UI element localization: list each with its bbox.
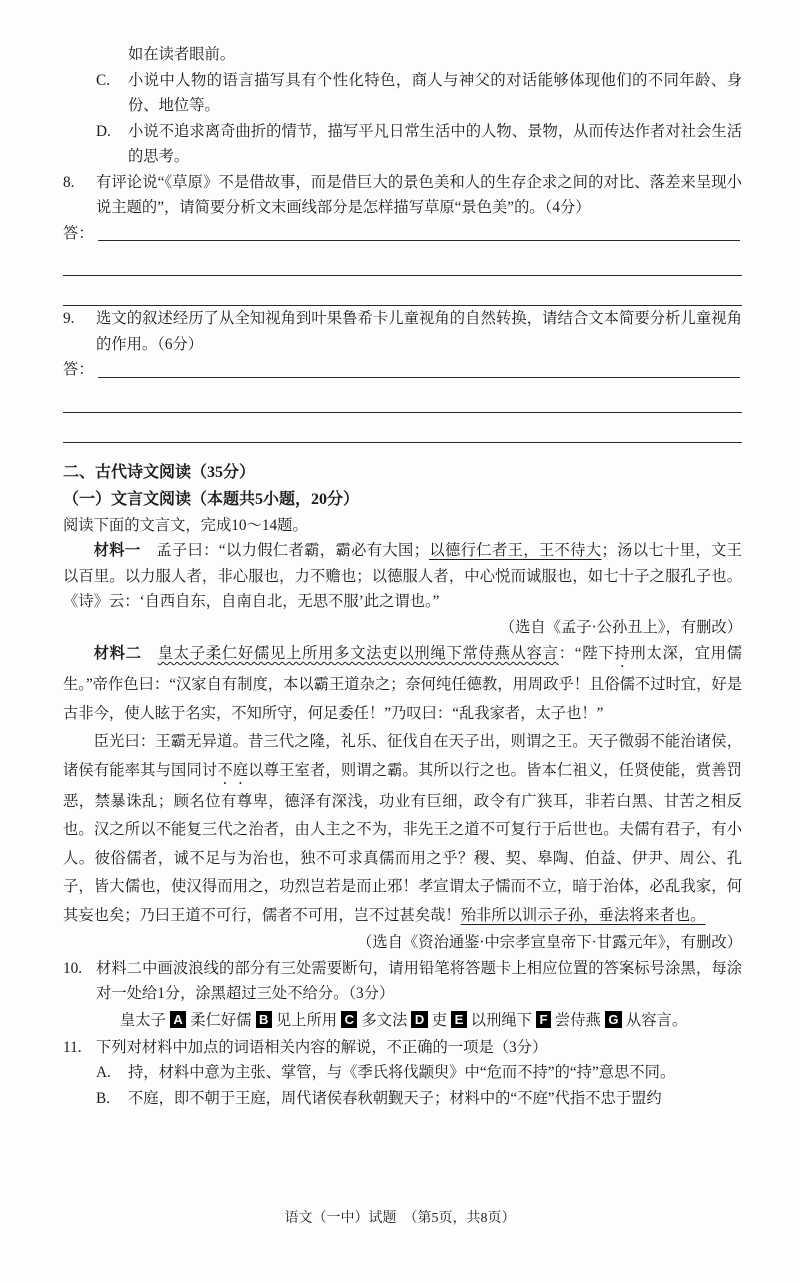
option-text (128, 68, 742, 119)
text-segment: 持，材料中意为主张、掌管，与《季氏将伐颛臾》中“危而不持”的“持”意思不同。 (128, 1064, 676, 1081)
document-body (63, 42, 742, 1111)
source-attribution (63, 930, 742, 956)
text-segment: 尝侍燕 (554, 1011, 601, 1029)
text-segment: ：“陛下 (558, 645, 615, 662)
text-segment: 皇太子 (120, 1011, 166, 1029)
answer-rule-line (63, 246, 742, 276)
question-item (63, 170, 742, 221)
text-segment: 孟子曰：“以力假仁者霸，霸必有大国； (156, 542, 429, 559)
answer-mark-box: D (411, 1011, 427, 1028)
answer-mark-box: E (451, 1011, 467, 1028)
text-segment: （选自《孟子·公孙丑上》，有删改） (499, 618, 742, 636)
text-segment: 材料二 (93, 645, 158, 662)
paragraph (63, 640, 742, 728)
text-segment: 下列对材料中加点的词语相关内容的解说，不正确的一项是（3分） (96, 1038, 548, 1056)
question-text (96, 170, 742, 221)
paragraph (120, 1007, 742, 1035)
paragraph (63, 538, 742, 615)
text-segment: 小说中人物的语言描写具有个性化特色，商人与神父的对话能够体现他们的不同年龄、身份、地位等。 (128, 71, 742, 114)
text-segment: （选自《资治通鉴·中宗孝宣皇帝下·甘露元年》，有删改） (357, 934, 742, 951)
question-label: 9. (63, 310, 75, 327)
option-text (128, 1086, 742, 1112)
answer-mark-box: C (341, 1011, 357, 1028)
text-segment: 从容言。 (625, 1011, 688, 1029)
answer-mark-box: F (536, 1011, 551, 1028)
answer-rule-line (63, 413, 742, 443)
text-segment: 以刑绳下 (470, 1011, 532, 1029)
answer-label: 答： (63, 361, 94, 378)
text-segment: 臣光曰：王霸无异道。昔三代之隆，礼乐、征伐自在天子出，则谓之王。天子微弱不能治诸侯，诸侯有能率其与国同讨 (63, 733, 742, 779)
question-label: 8. (63, 173, 75, 191)
text-segment: ；汤以七十里，文王以百里。以力服人者，非心服也，力不赡也；以德服人者，中心悦而诚服也，如七十子之服孔子也。《诗》云：‘自西自东，自南自北，无思不服’此之谓也。” (63, 542, 742, 610)
answer-mark-box: A (170, 1011, 186, 1028)
text-segment: 材料一 (93, 542, 157, 559)
page-footer: 语文（一中）试题 （第5页，共8页） (284, 1210, 516, 1226)
paragraph (63, 728, 742, 930)
emphasis-dotted-text: 持 (614, 645, 631, 662)
text-segment: 选文的叙述经历了从全知视角到叶果鲁希卡儿童视角的自然转换，请结合文本简要分析儿童视角的作用。（6分） (96, 310, 742, 353)
text-segment: 见上所用 (275, 1011, 338, 1029)
text-segment: 吏 (431, 1011, 448, 1029)
paragraph (63, 513, 742, 539)
question-text (96, 306, 742, 357)
text-segment: 有评论说“《草原》不是借故事，而是借巨大的景色美和人的生存企求之间的对比、落差来呈现小说主题的”，请简要分析文末画线部分是怎样描写草原“景色美”的。（4分） (96, 173, 742, 216)
emphasis-dotted-text: 不庭 (217, 761, 249, 779)
question-text (96, 956, 742, 1007)
option-label: D. (96, 122, 111, 140)
answer-row (63, 221, 742, 247)
text-segment: （一）文言文阅读（本题共5小题，20分） (63, 490, 360, 508)
answer-rule-line (63, 276, 742, 306)
question-label: 10. (63, 959, 83, 977)
text-segment: 多文法 (361, 1011, 408, 1029)
answer-label: 答： (63, 224, 94, 242)
choice-option (96, 119, 742, 170)
question-item (63, 956, 742, 1007)
section-heading (63, 459, 742, 486)
answer-blank-line (98, 221, 740, 242)
question-item (63, 1035, 742, 1061)
text-segment: 柔仁好儒 (190, 1011, 252, 1029)
text-segment: 刑太深，宜用儒生。”帝作色曰：“汉家自有制度，本以霸王道杂之；奈何纯任德教，用周政乎！且俗儒不过时宜，好是古非今，使人眩于名实，不知所守，何足委任！”乃叹曰：“乱我家者，太子也！” (63, 645, 742, 722)
option-label: C. (96, 71, 111, 89)
text-segment: 不庭，即不朝于王庭，周代诸侯春秋朝觐天子；材料中的“不庭”代指不忠于盟约 (128, 1089, 662, 1107)
option-text (128, 119, 742, 170)
choice-option (96, 68, 742, 119)
source-attribution (63, 615, 742, 641)
choice-option (96, 1086, 742, 1112)
text-segment: 阅读下面的文言文，完成10～14题。 (63, 516, 308, 534)
question-label: 11. (63, 1038, 82, 1056)
choice-option (96, 1060, 742, 1086)
option-label: B. (96, 1089, 111, 1107)
text-segment: 二、古代诗文阅读（35分） (63, 463, 256, 481)
wavy-underlined-text: 皇太子柔仁好儒见上所用多文法吏以刑绳下常侍燕从容言 (157, 645, 559, 662)
question-text (96, 1035, 742, 1061)
option-text (128, 1060, 742, 1086)
section-heading (63, 486, 742, 513)
answer-mark-box: B (256, 1011, 272, 1028)
text-segment: 材料二中画波浪线的部分有三处需要断句，请用铅笔将答题卡上相应位置的答案标号涂黑，每涂对一处给1分，涂黑超过三处不给分。（3分） (96, 959, 742, 1002)
question-item (63, 306, 742, 357)
answer-mark-box: G (605, 1011, 622, 1028)
paragraph (128, 42, 742, 68)
underlined-text: 殆非所以训示子孙，垂法将来者也。 (460, 906, 706, 924)
answer-rule-line (63, 383, 742, 413)
underlined-text: 以德行仁者王，王不待大 (429, 542, 602, 559)
answer-row (63, 357, 742, 383)
option-label: A. (96, 1064, 111, 1081)
answer-blank-line (98, 357, 740, 378)
text-segment: 小说不追求离奇曲折的情节，描写平凡日常生活中的人物、景物，从而传达作者对社会生活的思考。 (128, 122, 742, 165)
text-segment: 如在读者眼前。 (128, 46, 236, 63)
text-segment: 以尊王室者，则谓之霸。其所以行之也。皆本仁祖义，任贤使能，赏善罚恶，禁暴诛乱；顾名位有尊卑，德泽有深浅，功业有巨细，政令有广狭耳，非若白黑、甘苦之相反也。汉之所以不能复三代之治者，由人主之不为，非先王之道不可复行于后世也。夫儒有君子，有小人。彼俗儒者，诚不足与为治也，独不可求真儒而用之乎？稷、契、皋陶、伯益、伊尹、周公、孔子，皆大儒也，使汉得而用之，功烈岂若是而止邪！孝宣谓太子懦而不立，暗于治体，必乱我家，何其妄也矣；乃曰王道不可行，儒者不可用，岂不过甚矣哉！ (63, 761, 742, 924)
